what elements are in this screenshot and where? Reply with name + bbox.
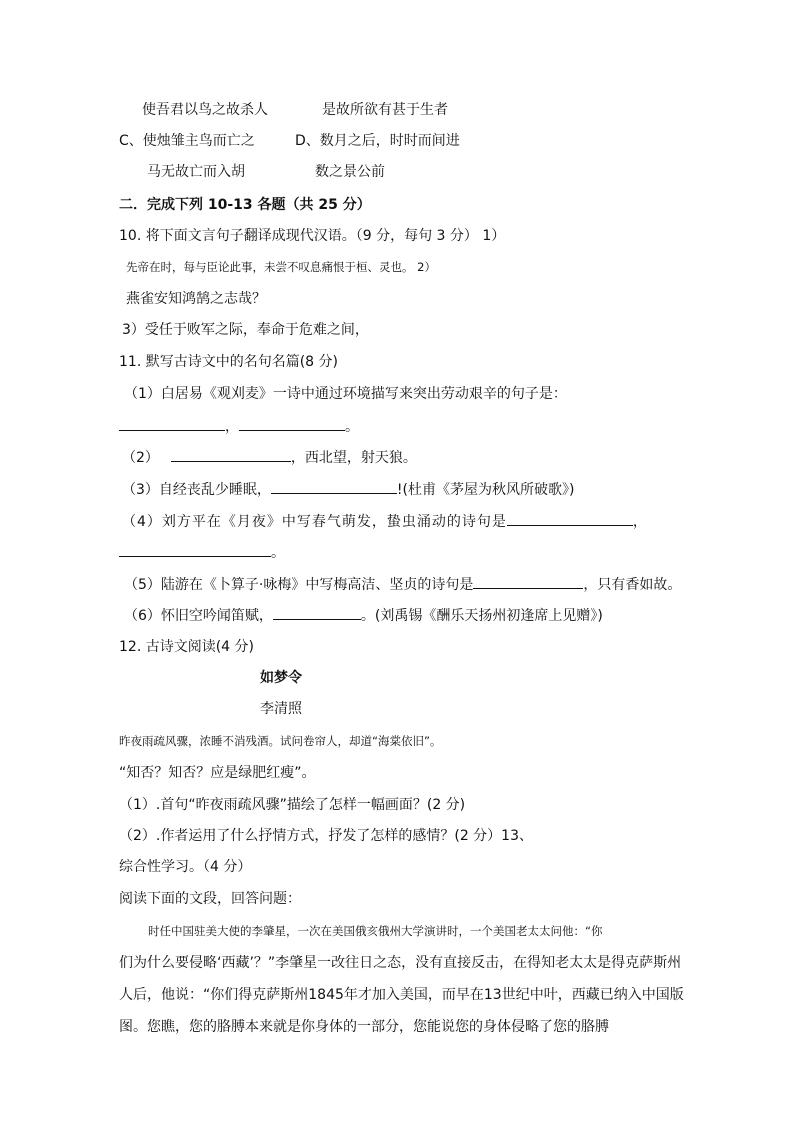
poem-author: 李清照 — [260, 701, 302, 717]
option-b-text: 使吾君以鸟之故杀人 — [142, 102, 268, 118]
option-b-text-right: 是故所欲有甚于生者 — [322, 102, 448, 118]
option-d: D、数月之后，时时而间进 — [295, 133, 460, 149]
question-12-2: （2）.作者运用了什么抒情方式，抒发了怎样的感情？(2 分）13、 — [119, 828, 533, 844]
question-13-intro: 阅读下面的文段，回答问题： — [119, 891, 301, 907]
option-c-line2: 马无故亡而入胡 — [147, 164, 245, 180]
answer-blank[interactable] — [273, 605, 361, 620]
question-11-1-answer: ， 。 — [119, 416, 359, 437]
question-10-sentence-2: 燕雀安知鸿鹄之志哉？ — [126, 291, 266, 307]
option-b-line1-right — [322, 100, 448, 120]
answer-blank[interactable] — [119, 542, 271, 557]
question-11-3: （3）自经丧乱少睡眠， !(杜甫《茅屋为秋风所破歌》) — [122, 479, 574, 500]
answer-blank[interactable] — [119, 416, 225, 431]
question-12-1: （1）.首句“昨夜雨疏风骤”描绘了怎样一幅画面？(2 分) — [119, 797, 466, 813]
passage-line-3: 人后，他说：“你们得克萨斯州1845年才加入美国，而早在13世纪中叶，西藏已纳入中国版 — [119, 987, 684, 1003]
question-11-6: （6）怀旧空吟闻笛赋， 。(刘禹锡《酬乐天扬州初逢席上见赠》) — [124, 605, 603, 626]
question-10-sentence-1: 先帝在时，每与臣论此事，未尝不叹息痛恨于桓、灵也。 2） — [126, 260, 436, 274]
passage-line-2: 们为什么要侵略‘西藏’？”李肇星一改往日之态，没有直接反击，在得知老太太是得克萨斯州 — [119, 955, 682, 971]
answer-blank[interactable] — [171, 447, 291, 462]
answer-blank[interactable] — [473, 574, 583, 589]
answer-blank[interactable] — [239, 416, 345, 431]
question-12: 12. 古诗文阅读(4 分) — [119, 639, 254, 655]
question-13: 综合性学习。（4 分） — [119, 859, 252, 875]
question-11-4: （4）刘方平在《月夜》中写春气萌发，蛰虫涌动的诗句是 ， — [122, 511, 648, 532]
question-11-2: （2） ，西北望，射天狼。 — [122, 447, 417, 468]
passage-line-1: 时任中国驻美大使的李肇星，一次在美国俄亥俄州大学演讲时，一个美国老太太问他：“你 — [148, 924, 603, 938]
poem-title: 如梦令 — [260, 670, 302, 686]
question-11-4-answer: 。 — [119, 542, 285, 563]
question-11-1: （1）白居易《观刈麦》一诗中通过环境描写来突出劳动艰辛的句子是： — [124, 386, 567, 402]
answer-blank[interactable] — [507, 511, 633, 526]
question-11: 11. 默写古诗文中的名句名篇(8 分) — [119, 354, 338, 370]
option-c: C、使烛雏主鸟而亡之 — [119, 133, 255, 149]
question-11-5: （5）陆游在《卜算子·咏梅》中写梅高洁、坚贞的诗句是 ，只有香如故。 — [124, 574, 681, 595]
answer-blank[interactable] — [271, 479, 397, 494]
poem-line-1: 昨夜雨疏风骤，浓睡不消残酒。试问卷帘人，却道“海棠依旧”。 — [119, 734, 442, 748]
passage-line-4: 图。您瞧，您的胳膊本来就是你身体的一部分，您能说您的身体侵略了您的胳膊 — [119, 1019, 609, 1035]
option-d-line2: 数之景公前 — [315, 164, 385, 180]
question-10-sentence-3: 3）受任于败军之际，奉命于危难之间， — [122, 322, 369, 338]
poem-line-2: “知否？知否？应是绿肥红瘦”。 — [119, 765, 316, 781]
question-10: 10. 将下面文言句子翻译成现代汉语。（9 分，每句 3 分） 1） — [119, 228, 506, 244]
option-b-line1 — [142, 100, 268, 120]
section-heading: 二．完成下列 10-13 各题（共 25 分） — [119, 197, 371, 213]
